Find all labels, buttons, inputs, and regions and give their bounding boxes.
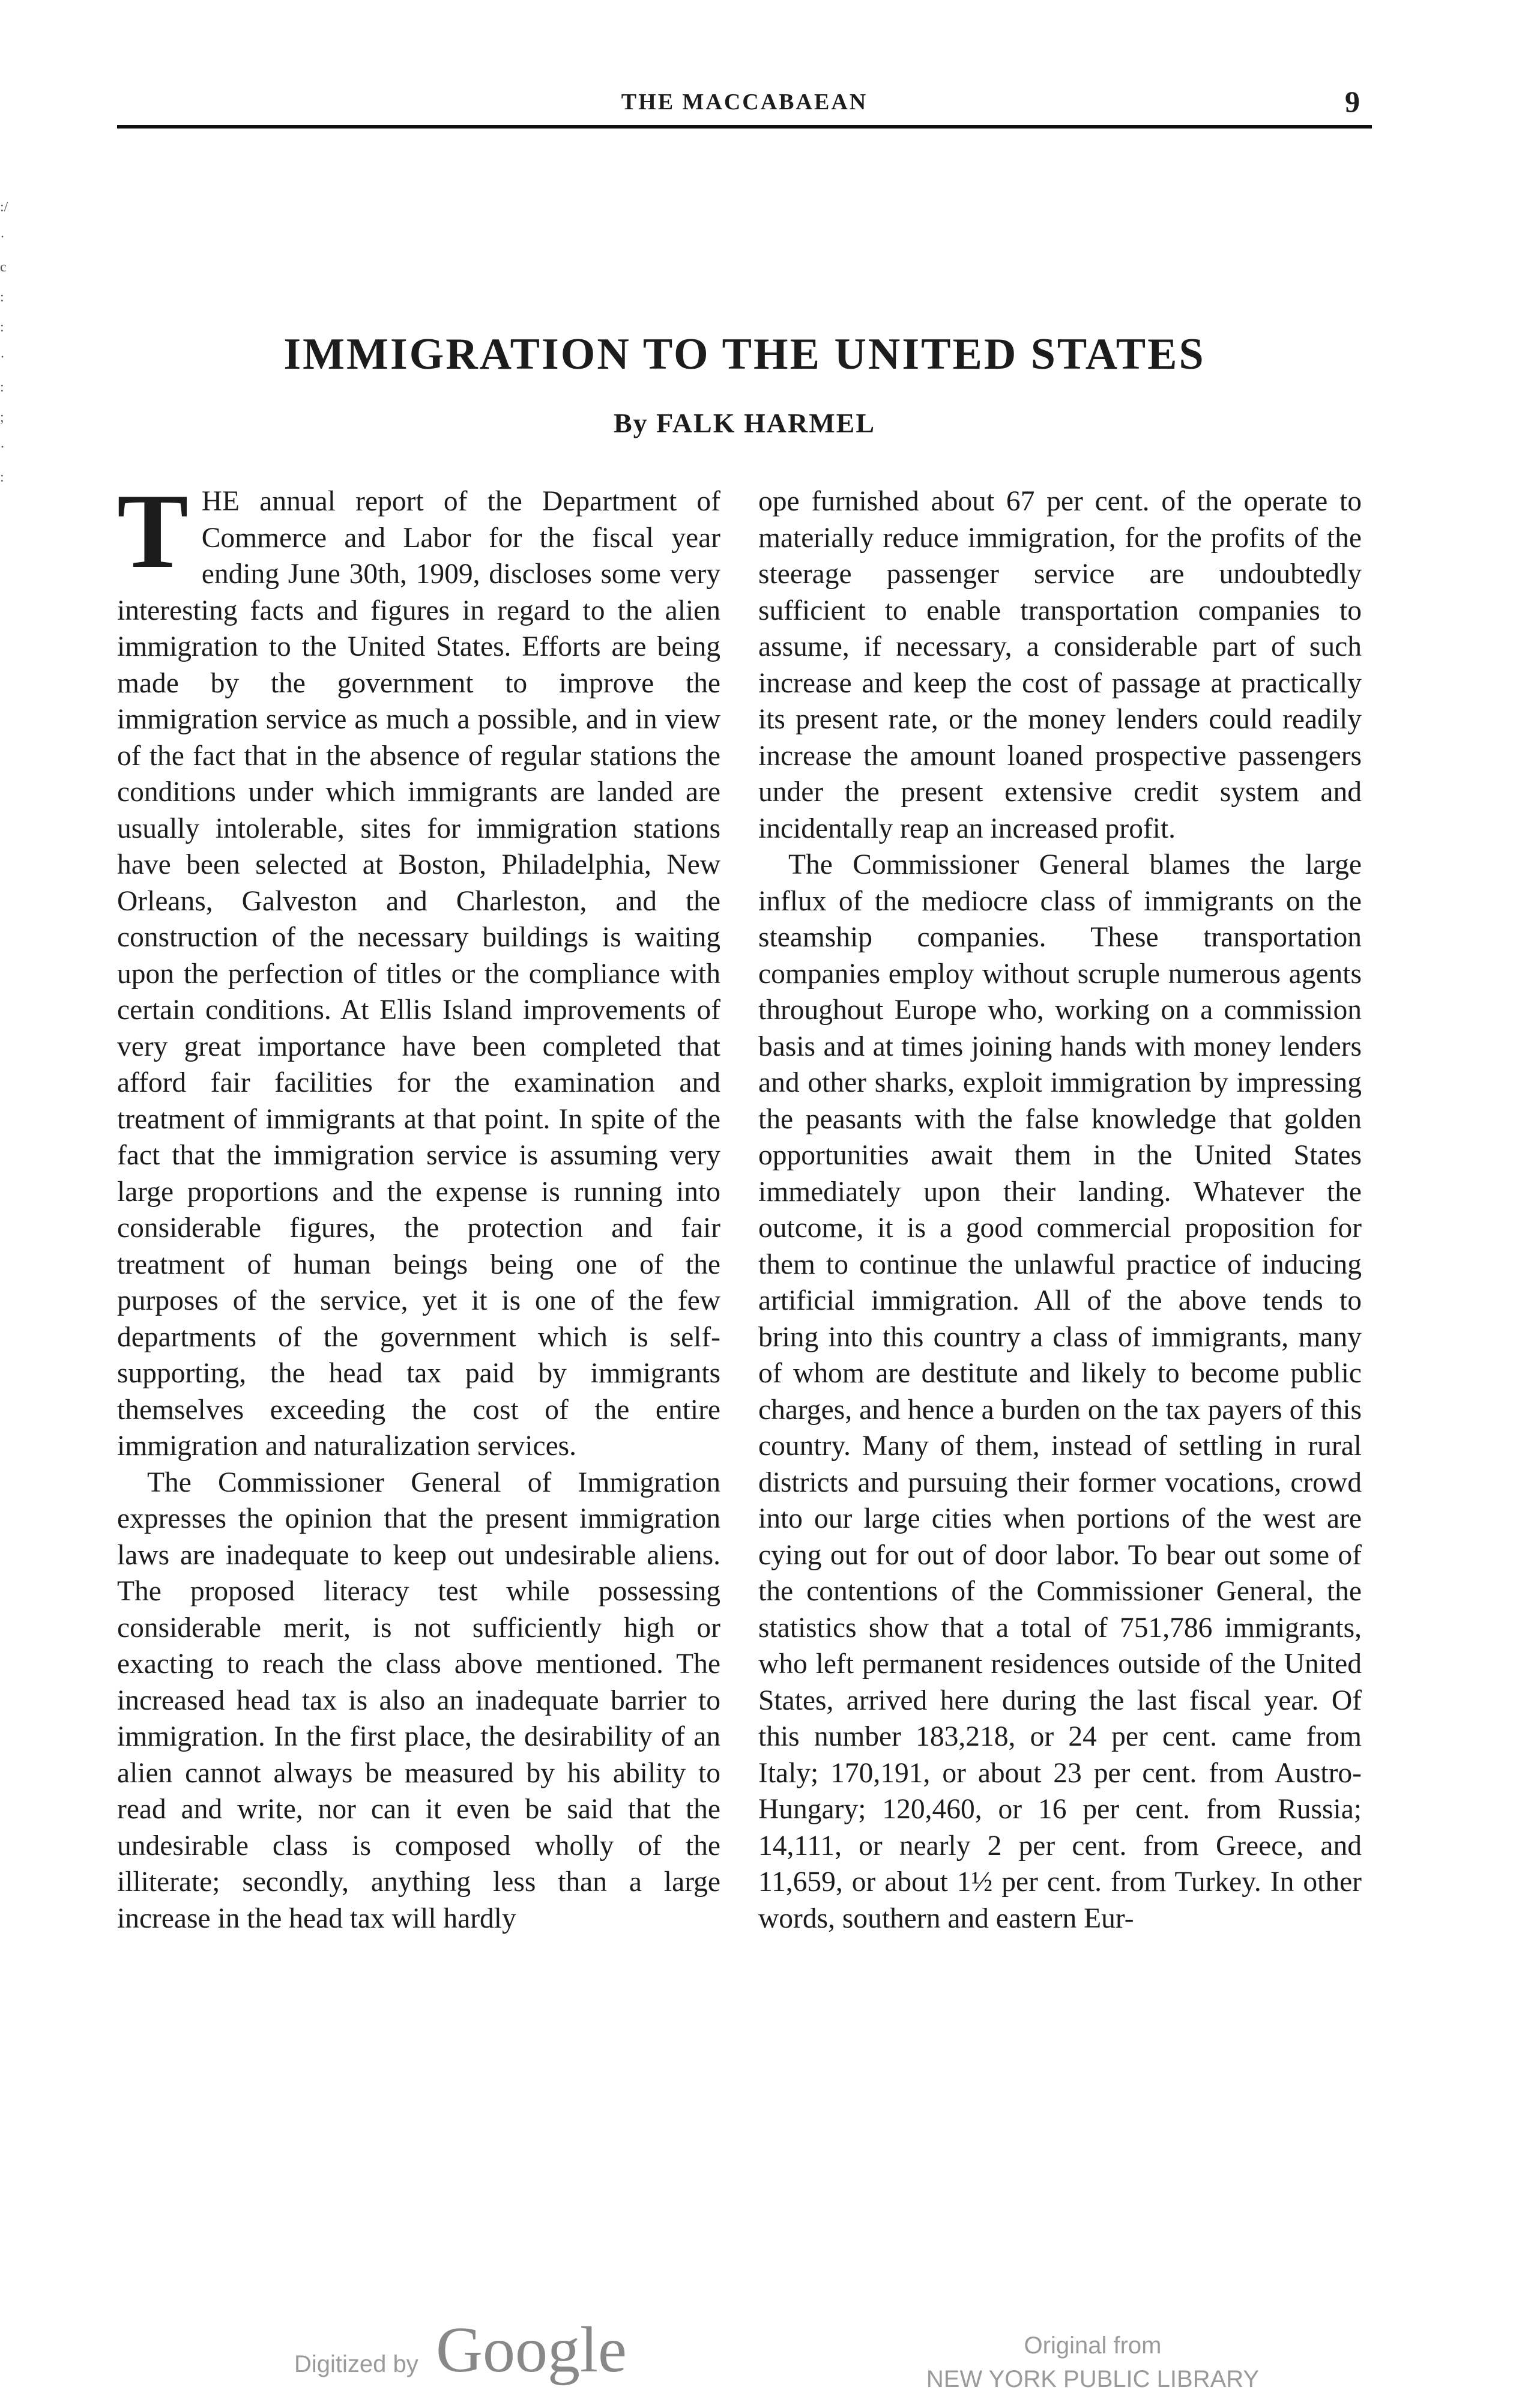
left-column bbox=[117, 483, 720, 2237]
header-rule bbox=[117, 125, 1372, 129]
running-head bbox=[117, 85, 1372, 126]
byline: By FALK HARMEL bbox=[613, 408, 876, 438]
paragraph: The Commissioner General of Immigration expresses the opinion that the present immigration laws are inadequate to keep out undesirable aliens. The proposed literacy test while possessing considerable merit, is not sufficiently high or exacting to reach the class above mentioned. The increased head tax is also an inadequate barrier to immigration. In the first place, the desirability of an alien cannot always be measured by his ability to read and write, nor can it even be said that the undesirable class is composed wholly of the illiterate; secondly, anything less than a large increase in the head tax will hardly bbox=[117, 1466, 720, 1934]
digitized-by-google bbox=[294, 2314, 630, 2390]
drop-cap: T bbox=[117, 483, 189, 590]
page-number: 9 bbox=[1345, 85, 1360, 118]
library-name: NEW YORK PUBLIC LIBRARY bbox=[926, 2366, 1260, 2392]
google-logo: Google bbox=[436, 2314, 627, 2386]
right-column bbox=[758, 483, 1362, 2237]
running-title: THE MACCABAEAN bbox=[621, 89, 868, 115]
digitized-by-text: Digitized by bbox=[294, 2351, 418, 2377]
paragraph: ope furnished about 67 per cent. of the operate to materially reduce immigration, for the profits of the steerage passenger service are undoubtedly sufficient to enable transportation companies to assume, if necessary, a considerable part of such increase and keep the cost of passage at practically its present rate, or the money lenders could readily increase the amount loaned prospective passengers under the present extensive credit system and incidentally reap an increased profit. bbox=[758, 486, 1362, 844]
article-title: IMMIGRATION TO THE UNITED STATES bbox=[283, 330, 1206, 379]
paragraph: THE annual report of the Department of Commerce and Labor for the fiscal year ending June 30th, 1909, discloses some very interesting facts and figures in regard to the alien immigration to the United States. Efforts are being made by the government to improve the immigration service as much a possible, and in view of the fact that in the absence of regular stations the conditions under which immigrants are landed are usually intolerable, sites for immigration stations have been selected at Boston, Philadelphia, New Orleans, Galveston and Charleston, and the construction of the necessary buildings is waiting upon the perfection of titles or the compliance with certain conditions. At Ellis Island improvements of very great importance have been completed that afford fair facilities for the examination and treatment of immigrants at that point. In spite of the fact that the immigration service is assuming very large proportions and the expense is running into considerable figures, the protection and fair treatment of human beings being one of the purposes of the service, yet it is one of the few departments of the government which is self-supporting, the head tax paid by immigrants themselves exceeding the cost of the entire immigration and naturalization services. bbox=[117, 483, 720, 1462]
paragraph: The Commissioner General blames the large influx of the mediocre class of immigrants on the steamship companies. These transportation companies employ without scruple numerous agents throughout Europe who, working on a commission basis and at times joining hands with money lenders and other sharks, exploit immigration by impressing the peasants with the false knowledge that golden opportunities await them in the United States immediately upon their landing. Whatever the outcome, it is a good commercial proposition for them to continue the unlawful practice of inducing artificial immigration. All of the above tends to bring into this country a class of immigrants, many of whom are destitute and likely to become public charges, and hence a burden on the tax payers of this country. Many of them, instead of settling in rural districts and pursuing their former vocations, crowd into our large cities when portions of the west are cying out for out of door labor. To bear out some of the contentions of the Commissioner General, the statistics show that a total of 751,786 immigrants, who left permanent residences outside of the United States, arrived here during the last fiscal year. Of this number 183,218, or 24 per cent. came from Italy; 170,191, or about 23 per cent. from Austro-Hungary; 120,460, or 16 per cent. from Russia; 14,111, or nearly 2 per cent. from Greece, and 11,659, or about 1½ per cent. from Turkey. In other words, southern and eastern Eur- bbox=[758, 849, 1362, 1934]
margin-scan-marks: :/ · c : : · : ; · : bbox=[0, 199, 8, 485]
library-attribution bbox=[901, 2329, 1285, 2396]
original-from-text: Original from bbox=[1024, 2332, 1162, 2359]
